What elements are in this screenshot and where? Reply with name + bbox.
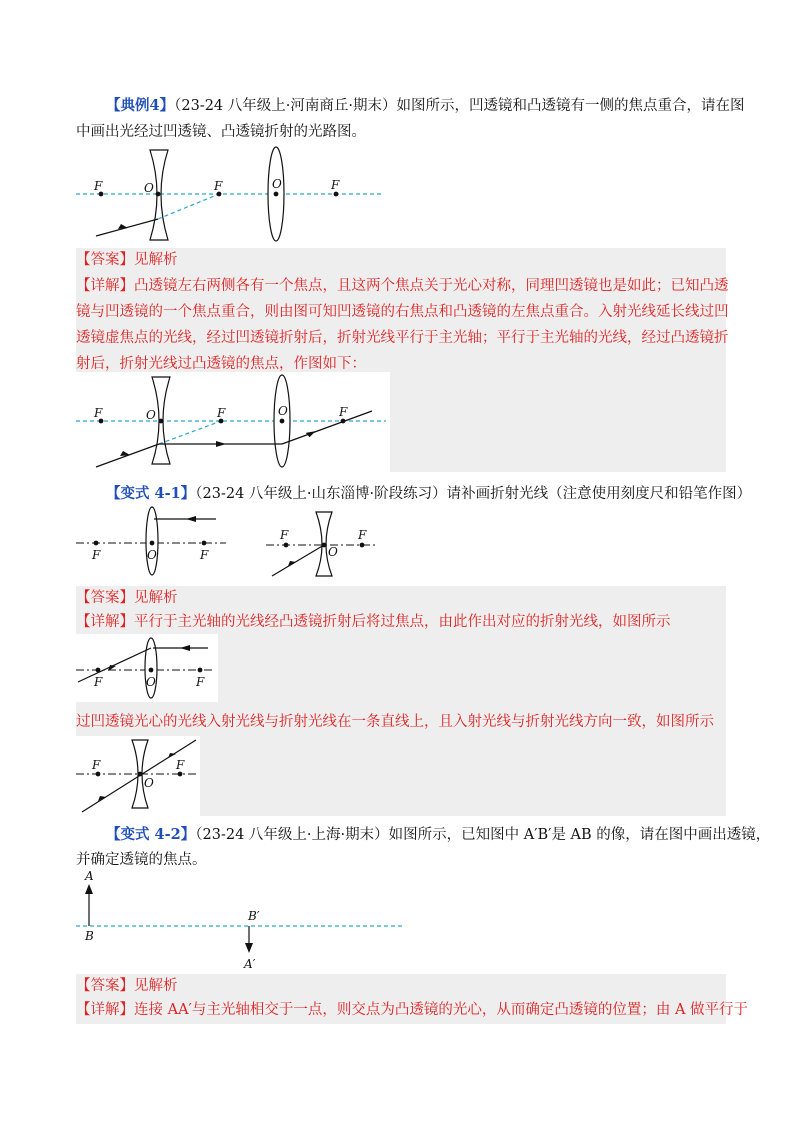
example4-detail-line-2: 镜与凹透镜的一个焦点重合，则由图可知凹透镜的右焦点和凸透镜的左焦点重合。入射光线延长线过凹 <box>76 304 729 320</box>
center-label: O <box>144 776 154 790</box>
variant42-tag: 【变式 4-2】 <box>106 826 196 843</box>
variant41-detail-line-2: 过凹透镜光心的光线入射光线与折射光线在一条直线上，且入射光线与折射光线方向一致，如图所示 <box>76 714 714 730</box>
variant41-convex-figure <box>76 505 236 571</box>
focus-label: F <box>196 675 205 689</box>
variant41-answer <box>76 588 178 608</box>
answer-tag: 【答案】 <box>76 978 134 994</box>
answer-tag: 【答案】 <box>76 252 134 268</box>
example4-question-figure <box>76 148 386 248</box>
variant42-figure <box>76 868 406 971</box>
answer-text: 见解析 <box>134 252 178 268</box>
center-label: O <box>272 177 282 191</box>
example4-question-2: 中画出光经过凹透镜、凸透镜折射的光路图。 <box>76 124 366 140</box>
variant42-detail-line <box>76 1000 748 1020</box>
center-label: O <box>146 408 156 422</box>
detail-text: 平行于主光轴的光线经凸透镜折射后将过焦点，由此作出对应的折射光线，如图所示 <box>134 614 671 630</box>
variant42-line1 <box>106 825 770 845</box>
focus-label: F <box>217 406 226 420</box>
point-a-prime-label: A′ <box>244 957 256 971</box>
answer-tag: 【答案】 <box>76 590 134 606</box>
focus-label: F <box>94 675 103 689</box>
example4-solution-figure <box>76 374 390 472</box>
example4-detail-line-1 <box>76 276 729 296</box>
detail-tag: 【详解】 <box>76 1002 134 1018</box>
focus-label: F <box>92 758 101 772</box>
example4-line1 <box>106 96 744 116</box>
focus-label: F <box>176 758 185 772</box>
focus-label: F <box>92 548 101 562</box>
example4-detail-line-4: 射后，折射光线过凸透镜的焦点，作图如下： <box>76 356 366 372</box>
center-label: O <box>144 181 154 195</box>
focus-label: F <box>358 528 367 542</box>
focus-label: F <box>214 179 223 193</box>
variant41-detail-line-1 <box>76 612 671 632</box>
point-b-prime-label: B′ <box>248 909 260 923</box>
variant41-convex-solution <box>76 636 218 702</box>
center-label: O <box>147 548 157 562</box>
variant41-tag: 【变式 4-1】 <box>106 485 196 502</box>
variant42-question-1: （23-24 八年级上·上海·期末）如图所示，已知图中 A′B′是 AB 的像，请在图中画出透镜， <box>195 827 771 843</box>
example4-question-1: （23-24 八年级上·河南商丘·期末）如图所示，凹透镜和凸透镜有一侧的焦点重合，请在图 <box>174 98 745 114</box>
example4-answer <box>76 250 178 270</box>
focus-label: F <box>94 179 103 193</box>
detail-tag: 【详解】 <box>76 614 134 630</box>
answer-text: 见解析 <box>134 978 178 994</box>
focus-label: F <box>339 405 348 419</box>
center-label: O <box>328 545 338 559</box>
example4-line2 <box>76 122 366 142</box>
answer-text: 见解析 <box>134 590 178 606</box>
point-b-label: B <box>85 929 94 943</box>
point-a-label: A <box>85 869 94 883</box>
example4-tag: 【典例4】 <box>106 97 175 114</box>
focus-label: F <box>280 528 289 542</box>
detail-tag: 【详解】 <box>76 278 134 294</box>
variant42-line2: 并确定透镜的焦点。 <box>76 852 207 868</box>
center-label: O <box>278 404 288 418</box>
focus-label: F <box>331 178 340 192</box>
focus-label: F <box>94 406 103 420</box>
detail-text: 连接 AA′与主光轴相交于一点，则交点为凸透镜的光心，从而确定凸透镜的位置；由 A 做平行于 <box>134 1002 749 1018</box>
center-label: O <box>146 675 156 689</box>
variant41-line <box>106 484 751 504</box>
detail-text: 凸透镜左右两侧各有一个焦点，且这两个焦点关于光心对称，同理凹透镜也是如此；已知凸透 <box>134 278 729 294</box>
variant41-question: （23-24 八年级上·山东淄博·阶段练习）请补画折射光线（注意使用刻度尺和铅笔作图） <box>195 486 752 502</box>
variant42-answer <box>76 976 178 996</box>
example4-detail-line-3: 透镜虚焦点的光线，经过凹透镜折射后，折射光线平行于主光轴；平行于主光轴的光线，经过凸透镜折 <box>76 330 729 346</box>
variant41-concave-figure <box>266 510 386 580</box>
variant41-concave-solution <box>76 738 200 814</box>
focus-label: F <box>200 548 209 562</box>
